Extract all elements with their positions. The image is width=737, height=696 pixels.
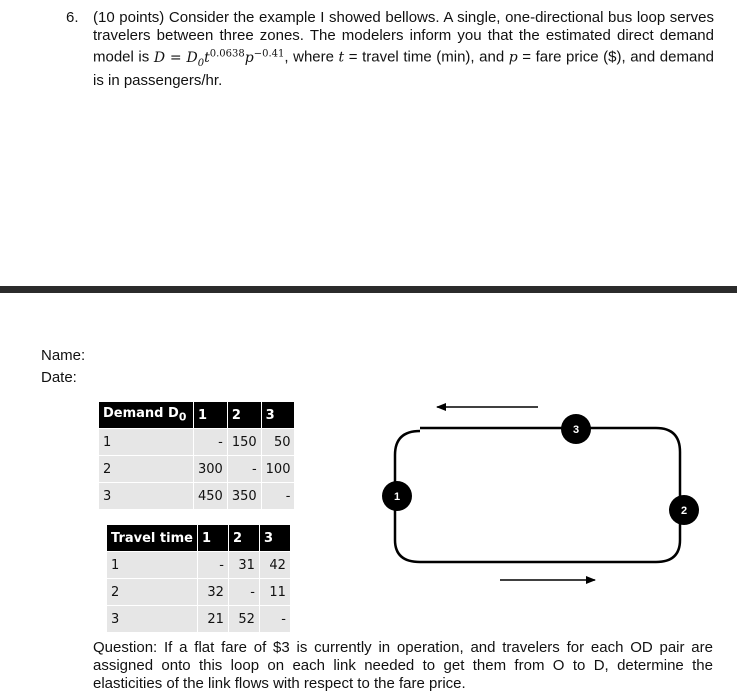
table-row bbox=[107, 606, 291, 633]
travel-table-header bbox=[107, 525, 291, 552]
formula-lhs: D = D bbox=[153, 49, 198, 66]
node-1-label: 1 bbox=[393, 491, 401, 503]
name-label: Name: bbox=[41, 347, 86, 364]
table-cell: - bbox=[259, 606, 290, 633]
date-label: Date: bbox=[41, 369, 77, 386]
travel-col-header: 3 bbox=[259, 525, 290, 552]
node-3-label: 3 bbox=[572, 424, 580, 436]
formula-t: t bbox=[204, 49, 210, 66]
table-row bbox=[99, 429, 295, 456]
question-text: Question: If a flat fare of $3 is currently in operation, and travelers for each OD pair are assigned onto this loop on each link needed to get them from O to D, determine the elasticities of the link flows with respect to the fare price. bbox=[93, 639, 713, 692]
problem-text-2: , where bbox=[284, 48, 339, 66]
demand-col-header: 1 bbox=[194, 402, 228, 429]
section-divider bbox=[0, 286, 737, 293]
table-cell: 50 bbox=[261, 429, 295, 456]
demand-formula bbox=[153, 48, 285, 69]
t-symbol: t bbox=[338, 49, 345, 66]
problem-statement bbox=[66, 9, 714, 90]
table-cell: 21 bbox=[197, 606, 228, 633]
table-cell: - bbox=[228, 579, 259, 606]
travel-time-table bbox=[106, 524, 291, 633]
problem-number: 6. bbox=[66, 9, 79, 26]
table-row bbox=[99, 483, 295, 510]
table-cell: - bbox=[261, 483, 295, 510]
node-2-label: 2 bbox=[680, 505, 688, 517]
row-label: 3 bbox=[107, 606, 198, 633]
row-label: 3 bbox=[99, 483, 194, 510]
table-cell: - bbox=[194, 429, 228, 456]
p-symbol: p bbox=[508, 49, 518, 66]
table-row bbox=[107, 579, 291, 606]
table-cell: 42 bbox=[259, 552, 290, 579]
formula-t-exponent: 0.0638 bbox=[209, 48, 245, 59]
node-2 bbox=[669, 495, 699, 525]
travel-table-title: Travel time bbox=[107, 525, 198, 552]
demand-table-title: Demand $D_0$ bbox=[99, 402, 194, 429]
table-cell: - bbox=[197, 552, 228, 579]
problem-body bbox=[93, 9, 714, 90]
table-cell: 150 bbox=[227, 429, 261, 456]
table-row bbox=[107, 552, 291, 579]
table-cell: 31 bbox=[228, 552, 259, 579]
problem-text-3: = travel time (min), and bbox=[344, 48, 509, 66]
table-cell: 100 bbox=[261, 456, 295, 483]
travel-col-header: 2 bbox=[228, 525, 259, 552]
table-cell: 450 bbox=[194, 483, 228, 510]
bus-loop-diagram bbox=[360, 395, 705, 595]
loop-route bbox=[395, 428, 680, 562]
formula-p: p bbox=[244, 49, 254, 66]
table-cell: 32 bbox=[197, 579, 228, 606]
row-label: 2 bbox=[99, 456, 194, 483]
table-cell: 11 bbox=[259, 579, 290, 606]
formula-p-exponent: −0.41 bbox=[253, 48, 285, 59]
demand-col-header: 3 bbox=[261, 402, 295, 429]
table-cell: 52 bbox=[228, 606, 259, 633]
table-cell: 350 bbox=[227, 483, 261, 510]
demand-col-header: 2 bbox=[227, 402, 261, 429]
table-row bbox=[99, 456, 295, 483]
table-cell: 300 bbox=[194, 456, 228, 483]
demand-table-header bbox=[99, 402, 295, 429]
row-label: 2 bbox=[107, 579, 198, 606]
formula-subscript: 0 bbox=[197, 57, 205, 69]
node-3 bbox=[561, 414, 591, 444]
problem-text-1: (10 points) Consider the example I showed bellows. A single, one-directional bus loop serves travelers between three zones. The modelers inform you that the estimated direct demand model is bbox=[93, 9, 714, 66]
problem-text-4: = fare price ($), and demand is in passengers/hr. bbox=[93, 48, 714, 90]
demand-table bbox=[98, 401, 295, 510]
row-label: 1 bbox=[107, 552, 198, 579]
table-cell: - bbox=[227, 456, 261, 483]
travel-col-header: 1 bbox=[197, 525, 228, 552]
row-label: 1 bbox=[99, 429, 194, 456]
node-1 bbox=[382, 481, 412, 511]
